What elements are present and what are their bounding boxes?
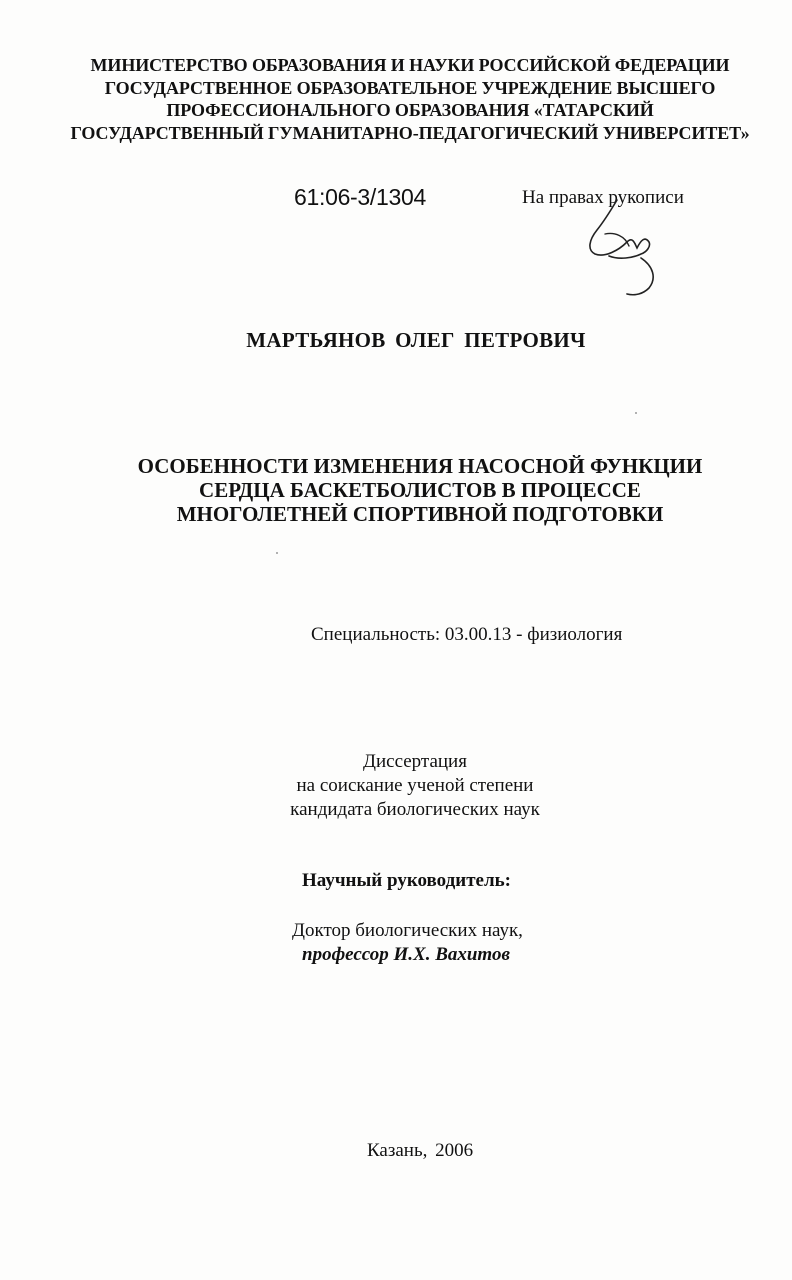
ministry-header-line: ПРОФЕССИОНАЛЬНОГО ОБРАЗОВАНИЯ «ТАТАРСКИЙ	[166, 100, 654, 120]
supervisor-name: профессор И.Х. Вахитов	[302, 944, 510, 965]
thesis-title-line: ОСОБЕННОСТИ ИЗМЕНЕНИЯ НАСОСНОЙ ФУНКЦИИ	[137, 454, 703, 478]
ministry-header-line: ГОСУДАРСТВЕННОЕ ОБРАЗОВАТЕЛЬНОЕ УЧРЕЖДЕНИЕ ВЫСШЕГО	[104, 77, 716, 98]
degree-line: Диссертация	[363, 751, 467, 772]
archive-code: 61:06-3/1304	[294, 184, 426, 210]
degree-block	[270, 750, 560, 822]
ministry-header-line: МИНИСТЕРСТВО ОБРАЗОВАНИЯ И НАУКИ РОССИЙСКОЙ ФЕДЕРАЦИИ	[90, 55, 730, 75]
degree-line: на соискание ученой степени	[296, 775, 534, 796]
degree-line: кандидата биологических наук	[290, 799, 540, 820]
thesis-title-line: МНОГОЛЕТНЕЙ СПОРТИВНОЙ ПОДГОТОВКИ	[176, 502, 664, 526]
scan-speck	[635, 412, 637, 414]
author-name: МАРТЬЯНОВ ОЛЕГ ПЕТРОВИЧ	[246, 328, 586, 352]
supervisor-heading: Научный руководитель:	[302, 870, 511, 891]
thesis-title	[100, 454, 740, 526]
ministry-header-line: ГОСУДАРСТВЕННЫЙ ГУМАНИТАРНО-ПЕДАГОГИЧЕСКИЙ УНИВЕРСИТЕТ»	[70, 122, 750, 143]
ministry-header	[40, 54, 780, 144]
manuscript-rights-note: На правах рукописи	[522, 187, 684, 208]
scan-speck	[276, 552, 278, 554]
handwritten-signature	[575, 192, 665, 302]
thesis-title-line: СЕРДЦА БАСКЕТБОЛИСТОВ В ПРОЦЕССЕ	[199, 478, 641, 502]
specialty-line: Специальность: 03.00.13 - физиология	[311, 624, 623, 645]
supervisor-rank: Доктор биологических наук,	[292, 920, 523, 941]
place-and-year: Казань, 2006	[367, 1140, 474, 1161]
